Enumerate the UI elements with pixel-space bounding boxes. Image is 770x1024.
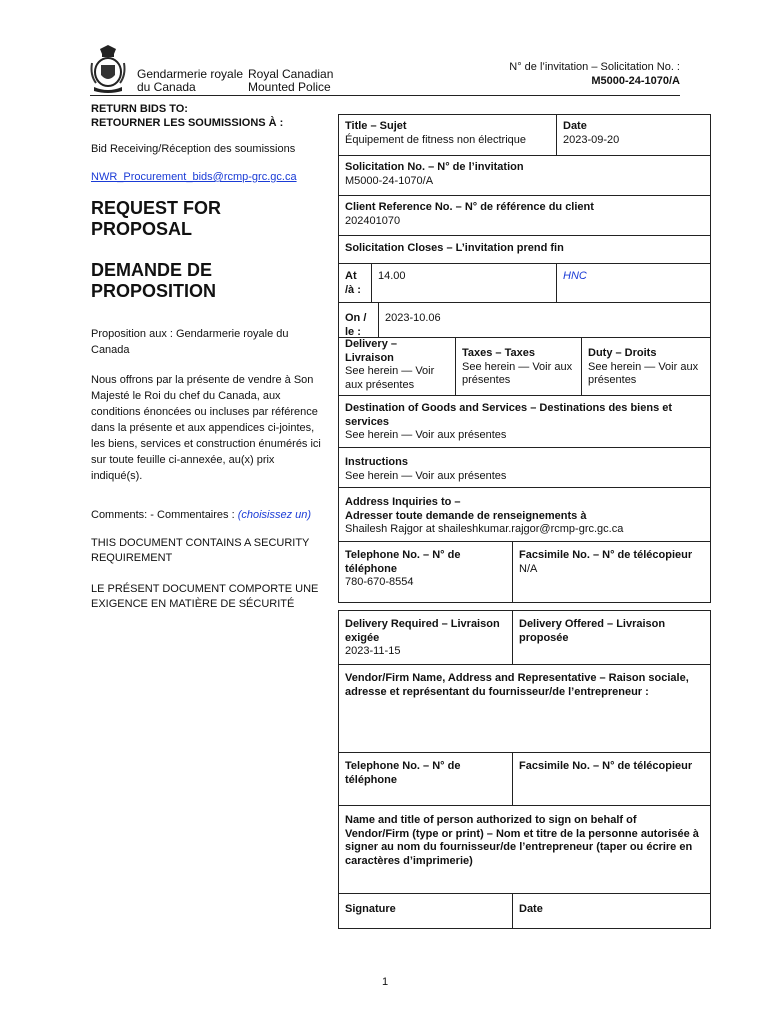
row-divider <box>338 302 711 303</box>
telephone-cell <box>339 545 512 594</box>
row-divider <box>338 195 711 196</box>
row-divider <box>338 235 711 236</box>
closing-date-value: 2023-10.06 <box>385 312 441 324</box>
return-bids <box>91 103 283 130</box>
org-name-en <box>248 68 333 94</box>
client-ref-value: 202401070 <box>345 214 401 227</box>
org-en-line2: Mounted Police <box>248 80 331 94</box>
return-bids-en: RETURN BIDS TO: <box>91 103 188 115</box>
dp-line2: PROPOSITION <box>91 281 217 301</box>
comments-choice[interactable]: (choisissez un) <box>237 509 312 521</box>
comments-label: Comments: - Commentaires : <box>91 509 235 521</box>
on-label: On / <box>345 312 367 324</box>
taxes-value: See herein — Voir aux présentes <box>462 360 573 386</box>
at-cell <box>339 266 371 301</box>
inquiries-label1: Address Inquiries to – <box>345 496 461 508</box>
delivery-label2: Livraison <box>345 351 394 364</box>
date-label: Date <box>563 120 587 132</box>
rfp-heading <box>91 198 221 240</box>
vendor-fax-field[interactable] <box>513 756 709 805</box>
signature-date-field[interactable] <box>513 899 709 929</box>
solicitation-cell <box>339 157 709 192</box>
fax-label: Facsimile No. – N° de télécopieur <box>519 549 693 561</box>
rfp-line2: PROPOSAL <box>91 219 193 239</box>
closes-label: Solicitation Closes – L’invitation prend fin <box>345 242 564 254</box>
header-divider <box>90 95 680 96</box>
org-fr-line1: Gendarmerie royale <box>137 67 244 81</box>
solicitation-label: Solicitation No. – N° de l’invitation <box>345 161 524 173</box>
title-cell <box>339 116 556 151</box>
date-cell <box>557 116 707 151</box>
row-divider <box>338 752 711 753</box>
taxes-cell <box>456 343 581 392</box>
row-divider <box>338 447 711 448</box>
telephone-label: Telephone No. – N° de téléphone <box>345 549 461 575</box>
le-label: le : <box>345 325 361 338</box>
duty-label: Duty – Droits <box>588 347 657 359</box>
signature-field[interactable] <box>339 899 512 929</box>
vendor-telephone-label: Telephone No. – N° de téléphone <box>345 760 461 786</box>
vendor-field[interactable]: Vendor/Firm Name, Address and Representative – Raison sociale, adresse et représentant du fournisseur/de l’entrepreneur : <box>345 672 689 698</box>
destination-label: Destination of Goods and Services – Destinations des biens et services <box>345 402 673 428</box>
signature-label: Signature <box>345 903 396 915</box>
date-value: 2023-09-20 <box>563 133 620 146</box>
row-divider <box>338 541 711 542</box>
at-label: At <box>345 270 357 282</box>
row-divider <box>338 893 711 894</box>
delivery-offered-cell[interactable] <box>513 614 709 649</box>
authorized-person-field[interactable]: Name and title of person authorized to sign on behalf of Vendor/Firm (type or print) – Nom et titre de la personne autorisée à signer au nom du fournisseur/de l’entrepreneur (taper ou écrire en caractères d’imprimerie) <box>345 814 699 867</box>
page-number: 1 <box>381 976 389 988</box>
destination-cell <box>339 398 709 447</box>
a-label: /à : <box>345 283 361 296</box>
taxes-label: Taxes – Taxes <box>462 347 535 359</box>
closing-time-value: 14.00 <box>378 270 406 282</box>
delivery-required-cell <box>339 614 512 663</box>
invitation-header <box>509 61 680 88</box>
offer-text: Nous offrons par la présente de vendre à Son Majesté le Roi du chef du Canada, aux conditions énoncées ou incluses par référence dans la présente et aux appendices ci-jointes, les biens, services et construction énumérés ici sur toute feuille ci-annexée, au(x) prix indiqué(s). <box>91 374 321 482</box>
return-email-link[interactable]: NWR_Procurement_bids@rcmp-grc.gc.ca <box>91 171 297 183</box>
dp-line1: DEMANDE DE <box>91 260 213 280</box>
duty-cell <box>582 343 710 392</box>
row-divider <box>338 263 711 264</box>
inquiries-label2: Adresser toute demande de renseignements à <box>345 509 587 522</box>
instructions-label: Instructions <box>345 456 408 468</box>
signature-date-label: Date <box>519 903 543 915</box>
bid-receiving: Bid Receiving/Réception des soumissions <box>91 143 296 155</box>
instructions-value: See herein — Voir aux présentes <box>345 469 507 482</box>
delivery-required-label: Delivery Required – Livraison exigée <box>345 618 500 644</box>
rfp-line1: REQUEST FOR <box>91 198 222 218</box>
fax-cell <box>513 545 709 580</box>
timezone-value[interactable]: HNC <box>563 270 587 282</box>
destination-value: See herein — Voir aux présentes <box>345 429 507 441</box>
vendor-telephone-field[interactable] <box>339 756 512 805</box>
proposition-to: Proposition aux : Gendarmerie royale du Canada <box>91 328 289 356</box>
duty-value: See herein — Voir aux présentes <box>588 360 699 386</box>
solicitation-value: M5000-24-1070/A <box>345 174 434 187</box>
comments-line <box>91 509 311 523</box>
rcmp-crest-logo <box>88 45 128 95</box>
inquiries-value: Shailesh Rajgor at shaileshkumar.rajgor@rcmp-grc.gc.ca <box>345 523 624 535</box>
fax-value: N/A <box>519 562 538 575</box>
instructions-cell <box>339 452 709 487</box>
row-divider <box>338 487 711 488</box>
inquiries-cell <box>339 492 709 541</box>
org-fr-line2: du Canada <box>137 80 196 94</box>
delivery-label1: Delivery – <box>345 338 397 350</box>
vendor-fax-label: Facsimile No. – N° de télécopieur <box>519 760 693 772</box>
org-en-line1: Royal Canadian <box>248 67 334 81</box>
invitation-number: M5000-24-1070/A <box>591 74 680 87</box>
delivery-offered-label: Delivery Offered – Livraison proposée <box>519 618 666 644</box>
row-divider <box>338 155 711 156</box>
title-value: Équipement de fitness non électrique <box>345 133 527 146</box>
row-divider <box>338 805 711 806</box>
client-ref-label: Client Reference No. – N° de référence du client <box>345 201 594 213</box>
delivery-cell <box>339 336 455 396</box>
client-ref-cell <box>339 197 709 232</box>
title-label: Title – Sujet <box>345 120 407 132</box>
row-divider <box>338 664 711 665</box>
security-requirement-en: THIS DOCUMENT CONTAINS A SECURITY REQUIREMENT <box>91 537 310 564</box>
return-bids-fr: RETOURNER LES SOUMISSIONS À : <box>91 116 284 129</box>
delivery-value: See herein — Voir aux présentes <box>345 365 435 391</box>
security-requirement-fr: LE PRÉSENT DOCUMENT COMPORTE UNE EXIGENCE EN MATIÈRE DE SÉCURITÉ <box>91 583 319 610</box>
invitation-label: N° de l’invitation – Solicitation No. : <box>509 61 680 73</box>
delivery-required-value: 2023-11-15 <box>345 645 401 657</box>
org-name-fr <box>137 68 243 94</box>
telephone-value: 780-670-8554 <box>345 576 414 588</box>
dp-heading <box>91 260 216 302</box>
